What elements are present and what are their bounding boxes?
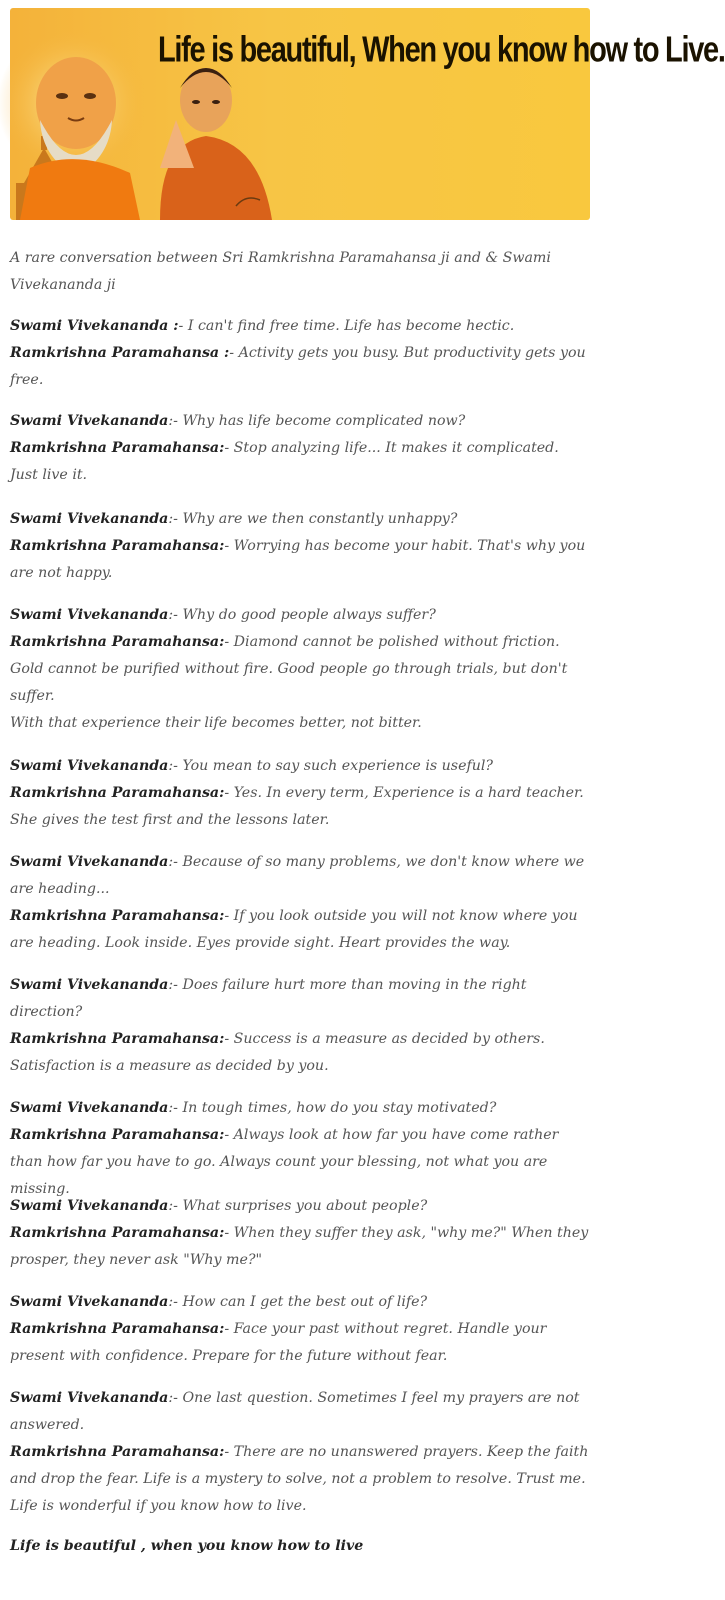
answer-text: - If you look outside you will not know where you are heading. Look inside. Eyes provide sight. Heart provides the way. <box>10 908 578 951</box>
answer-text: - Diamond cannot be polished without friction. Gold cannot be purified without fire. Good people go through trials, but don't suffer. <box>10 634 568 704</box>
answer-text: - Worrying has become your habit. That's why you are not happy. <box>10 538 586 581</box>
speaker-vivekananda: Swami Vivekananda <box>10 977 169 993</box>
speaker-vivekananda: Swami Vivekananda <box>10 413 169 429</box>
qa-block <box>10 1385 590 1520</box>
speaker-vivekananda: Swami Vivekananda <box>10 511 169 527</box>
question-text: - I can't find free time. Life has become hectic. <box>178 318 515 334</box>
question-text: :- You mean to say such experience is useful? <box>168 758 494 774</box>
qa-block <box>10 1289 590 1370</box>
question-text: :- Why do good people always suffer? <box>168 607 436 623</box>
answer-text: - When they suffer they ask, "why me?" When they prosper, they never ask "Why me?" <box>10 1225 589 1268</box>
qa-block <box>10 408 590 489</box>
speaker-paramahansa: Ramkrishna Paramahansa: <box>10 1127 225 1143</box>
qa-block <box>10 506 590 587</box>
speaker-paramahansa: Ramkrishna Paramahansa: <box>10 1321 225 1337</box>
speaker-paramahansa: Ramkrishna Paramahansa: <box>10 634 225 650</box>
answer-text: - There are no unanswered prayers. Keep the faith and drop the fear. Life is a mystery to solve, not a problem to resolve. Trust me. Life is wonderful if you know how to live. <box>10 1444 589 1514</box>
question-text: :- Why are we then constantly unhappy? <box>168 511 458 527</box>
question-text: :- One last question. Sometimes I feel my prayers are not answered. <box>10 1390 580 1433</box>
question-text: :- Because of so many problems, we don't know where we are heading... <box>10 854 585 897</box>
answer-text: - Stop analyzing life... It makes it complicated. Just live it. <box>10 440 559 483</box>
banner-title: Life is beautiful, When you know how to Live. <box>158 30 725 70</box>
qa-block <box>10 753 590 834</box>
question-text: :- In tough times, how do you stay motivated? <box>168 1100 497 1116</box>
speaker-paramahansa: Ramkrishna Paramahansa: <box>10 1031 225 1047</box>
speaker-vivekananda: Swami Vivekananda <box>10 607 169 623</box>
speaker-vivekananda: Swami Vivekananda <box>10 1198 169 1214</box>
question-text: :- What surprises you about people? <box>168 1198 428 1214</box>
question-text: :- How can I get the best out of life? <box>168 1294 428 1310</box>
speaker-paramahansa: Ramkrishna Paramahansa: <box>10 1225 225 1241</box>
speaker-paramahansa: Ramkrishna Paramahansa : <box>10 345 230 361</box>
qa-block <box>10 1193 590 1274</box>
qa-block <box>10 1095 590 1203</box>
speaker-vivekananda: Swami Vivekananda <box>10 1390 169 1406</box>
speaker-vivekananda: Swami Vivekananda <box>10 758 169 774</box>
answer-text: - Always look at how far you have come rather than how far you have to go. Always count your blessing, not what you are missing. <box>10 1127 559 1197</box>
speaker-paramahansa: Ramkrishna Paramahansa: <box>10 908 225 924</box>
qa-block <box>10 849 590 957</box>
speaker-paramahansa: Ramkrishna Paramahansa: <box>10 538 225 554</box>
closing-line: Life is beautiful , when you know how to live <box>10 1538 364 1554</box>
qa-block <box>10 313 590 394</box>
speaker-paramahansa: Ramkrishna Paramahansa: <box>10 440 225 456</box>
answer-text: - Yes. In every term, Experience is a hard teacher. She gives the test first and the lessons later. <box>10 785 584 828</box>
question-text: :- Why has life become complicated now? <box>168 413 466 429</box>
answer-continuation: With that experience their life becomes better, not bitter. <box>10 715 422 731</box>
answer-text: - Success is a measure as decided by others. Satisfaction is a measure as decided by you. <box>10 1031 545 1074</box>
question-text: :- Does failure hurt more than moving in the right direction? <box>10 977 527 1020</box>
speaker-vivekananda: Swami Vivekananda <box>10 854 169 870</box>
intro-paragraph: A rare conversation between Sri Ramkrishna Paramahansa ji and & Swami Vivekananda ji <box>10 250 551 293</box>
speaker-vivekananda: Swami Vivekananda : <box>10 318 179 334</box>
qa-block <box>10 972 590 1080</box>
speaker-paramahansa: Ramkrishna Paramahansa: <box>10 1444 225 1460</box>
speaker-vivekananda: Swami Vivekananda <box>10 1294 169 1310</box>
speaker-paramahansa: Ramkrishna Paramahansa: <box>10 785 225 801</box>
banner-image <box>10 8 725 220</box>
qa-block <box>10 602 590 737</box>
answer-text: - Face your past without regret. Handle your present with confidence. Prepare for the future without fear. <box>10 1321 547 1364</box>
answer-text: - Activity gets you busy. But productivity gets you free. <box>10 345 586 388</box>
speaker-vivekananda: Swami Vivekananda <box>10 1100 169 1116</box>
